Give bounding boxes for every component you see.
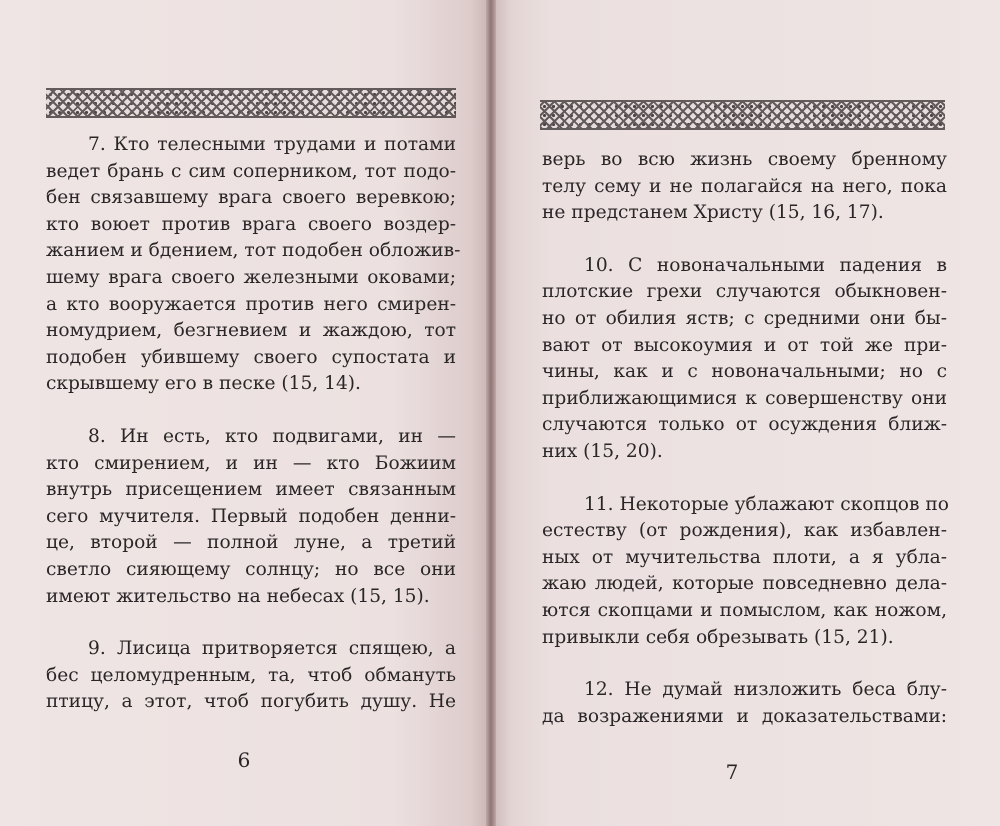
text-line: но от обилия яств; с средними они бы- <box>542 307 947 329</box>
paragraph-9 <box>46 636 456 716</box>
paragraph-7 <box>46 132 461 398</box>
text-line: вают от высокоумия и от той же при- <box>542 334 947 356</box>
text-line: плотские грехи случаются обыкновен- <box>542 281 947 303</box>
text-line: подобен убившему своего супостата и <box>46 346 456 368</box>
text-line: номудрием, безгневием и жаждою, тот <box>46 320 456 342</box>
text-line: птицу, а этот, чтоб погубить душу. Не <box>46 691 456 713</box>
paragraph-11 <box>542 492 947 652</box>
right-page-text <box>542 147 947 730</box>
text-line: кто воюет против врага своего воздер- <box>46 213 456 235</box>
text-line: естеству (от рождения), как избавлен- <box>542 520 947 542</box>
text-line: скрывшему его в песке (15, 14). <box>46 373 361 395</box>
paragraph-12 <box>542 677 947 730</box>
header-ornament <box>46 88 456 118</box>
text-line: телу сему и не полагайся на него, пока <box>542 175 947 197</box>
text-line: не предстанем Христу (15, 16, 17). <box>542 202 884 224</box>
text-line: це, второй — полной луне, а третий <box>46 532 456 554</box>
text-line: внутрь присещением имеет связанным <box>46 479 456 501</box>
book-spine <box>486 0 496 826</box>
left-page <box>0 0 490 826</box>
text-line: кто смирением, и ин — кто Божиим <box>46 452 456 474</box>
text-line: ных от мучительства плоти, а я убла- <box>542 546 947 568</box>
text-line: 11. Некоторые ублажают скопцов по <box>584 493 949 515</box>
left-page-text <box>46 132 461 716</box>
text-line: ведет брань с сим соперником, тот подо- <box>46 160 456 182</box>
page-number: 7 <box>725 760 739 784</box>
text-line: бен связавшему врага своего веревкою; <box>46 187 456 209</box>
text-line: имеют жительство на небесах (15, 15). <box>46 585 430 607</box>
text-line: жанием и бдением, тот подобен обложив- <box>46 240 461 262</box>
paragraph-9-continued <box>542 147 947 227</box>
text-line: 7. Кто телесными трудами и потами <box>88 134 456 155</box>
right-page <box>490 0 1000 826</box>
text-line: 8. Ин есть, кто подвигами, ин — <box>88 425 456 447</box>
text-line: светло сияющему солнцу; но все они <box>46 558 456 580</box>
text-line: жаю людей, которые повседневно дела- <box>542 573 947 595</box>
page-number: 6 <box>237 748 251 772</box>
text-line: 9. Лисица притворяется спящею, а <box>88 638 456 660</box>
text-line: шему врага своего железными оковами; <box>46 266 456 288</box>
text-line: них (15, 20). <box>542 440 663 462</box>
header-ornament <box>540 100 945 130</box>
text-line: чины, как и с новоначальными; но с <box>542 361 947 383</box>
text-line: а кто вооружается против него смирен- <box>46 293 456 315</box>
text-line: сего мучителя. Первый подобен денни- <box>46 505 456 527</box>
paragraph-10 <box>542 253 947 466</box>
text-line: 12. Не думай низложить беса блу- <box>584 679 947 701</box>
text-line: привыкли себя обрезывать (15, 21). <box>542 626 894 648</box>
text-line: 10. С новоначальными падения в <box>584 254 947 276</box>
text-line: ются скопцами и помыслом, как ножом, <box>542 599 947 621</box>
paragraph-8 <box>46 424 456 610</box>
text-line: приближающимися к совершенству они <box>542 387 947 409</box>
text-line: да возражениями и доказательствами: <box>542 705 947 727</box>
text-line: верь во всю жизнь своему бренному <box>542 149 947 170</box>
text-line: случаются только от осуждения ближ- <box>542 414 947 436</box>
text-line: бес целомудренным, та, чтоб обмануть <box>46 664 456 686</box>
